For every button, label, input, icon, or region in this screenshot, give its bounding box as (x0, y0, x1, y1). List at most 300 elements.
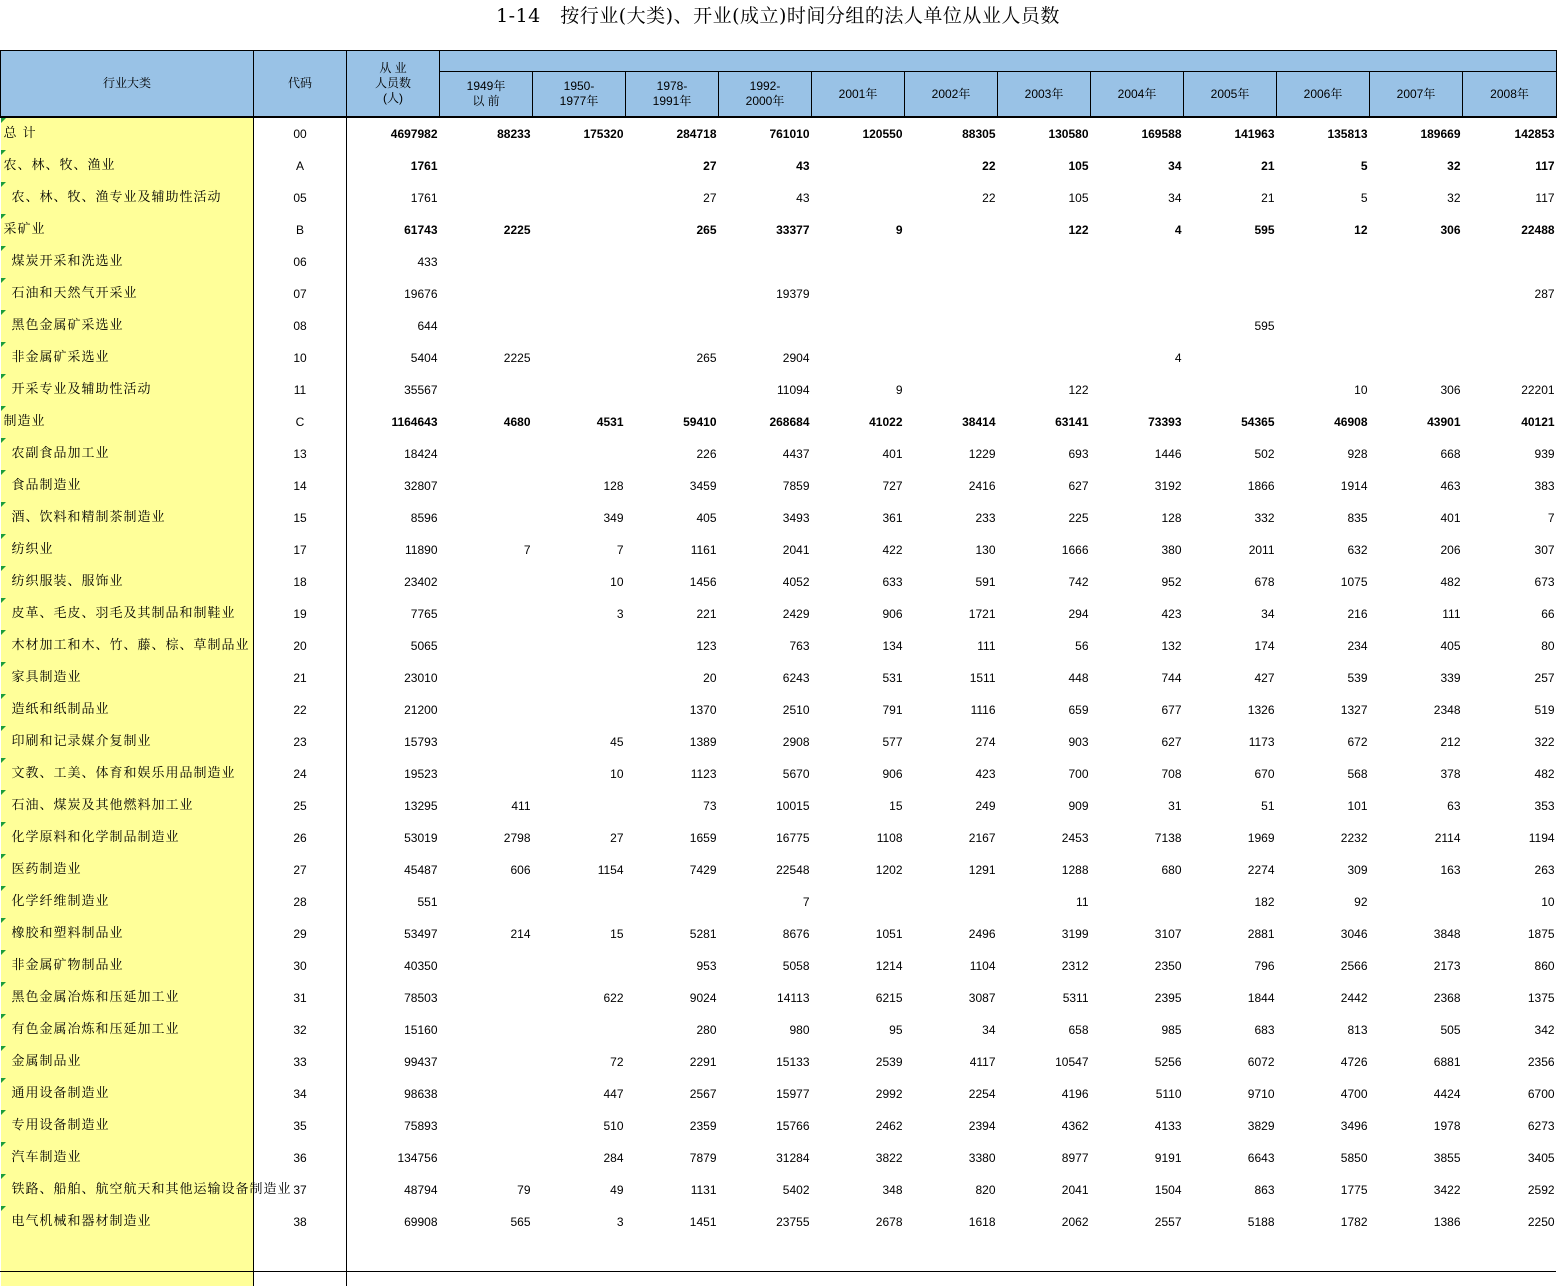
period-value-cell[interactable]: 791 (882, 703, 903, 717)
total-employees-cell[interactable]: 11890 (405, 543, 438, 557)
period-value-cell[interactable]: 2496 (968, 927, 996, 941)
period-value-cell[interactable]: 22548 (776, 863, 810, 877)
period-value-cell[interactable]: 411 (511, 799, 531, 813)
industry-code[interactable]: 37 (254, 1174, 347, 1206)
period-value-cell[interactable]: 678 (1254, 575, 1275, 589)
industry-name[interactable]: 食品制造业 (1, 470, 254, 502)
period-value-cell[interactable]: 3459 (689, 479, 717, 493)
period-value-cell[interactable]: 835 (1347, 511, 1368, 525)
period-value-cell[interactable]: 2250 (1527, 1215, 1555, 1229)
period-value-cell[interactable] (812, 246, 905, 278)
period-value-cell[interactable]: 20 (703, 671, 717, 685)
period-value-cell[interactable]: 214 (510, 927, 531, 941)
period-value-cell[interactable]: 263 (1534, 863, 1555, 877)
period-value-cell[interactable] (440, 1142, 533, 1174)
period-value-cell[interactable]: 257 (1534, 671, 1555, 685)
period-value-cell[interactable]: 1116 (970, 703, 996, 717)
period-value-cell[interactable] (440, 1078, 533, 1110)
period-value-cell[interactable]: 1721 (968, 607, 996, 621)
period-value-cell[interactable]: 1666 (1061, 543, 1089, 557)
total-employees-cell[interactable]: 21200 (404, 703, 438, 717)
industry-code[interactable]: 35 (254, 1110, 347, 1142)
period-value-cell[interactable]: 40121 (1521, 415, 1555, 429)
period-value-cell[interactable]: 212 (1440, 735, 1461, 749)
industry-name[interactable]: 金属制品业 (1, 1046, 254, 1078)
industry-code[interactable]: 20 (254, 630, 347, 662)
industry-name[interactable]: 石油和天然气开采业 (1, 278, 254, 310)
industry-name[interactable]: 黑色金属冶炼和压延加工业 (1, 982, 254, 1014)
industry-code[interactable]: 18 (254, 566, 347, 598)
total-employees-cell[interactable]: 13295 (404, 799, 438, 813)
period-value-cell[interactable]: 595 (1254, 319, 1275, 333)
period-value-cell[interactable]: 1451 (689, 1215, 717, 1229)
period-value-cell[interactable]: 2462 (875, 1119, 903, 1133)
period-value-cell[interactable] (905, 374, 998, 406)
industry-name[interactable]: 农、林、牧、渔专业及辅助性活动 (1, 182, 254, 214)
period-value-cell[interactable]: 5311 (1062, 991, 1089, 1005)
period-value-cell[interactable] (533, 246, 626, 278)
period-value-cell[interactable]: 903 (1068, 735, 1089, 749)
period-value-cell[interactable] (440, 150, 533, 182)
period-value-cell[interactable]: 92 (1354, 895, 1368, 909)
period-value-cell[interactable]: 482 (1534, 767, 1555, 781)
period-value-cell[interactable]: 15 (610, 927, 624, 941)
period-value-cell[interactable]: 9191 (1154, 1151, 1182, 1165)
period-value-cell[interactable]: 306 (1440, 223, 1461, 237)
period-value-cell[interactable] (719, 246, 812, 278)
period-value-cell[interactable]: 287 (1534, 287, 1555, 301)
period-value-cell[interactable] (440, 694, 533, 726)
period-value-cell[interactable]: 380 (1161, 543, 1182, 557)
period-value-cell[interactable]: 1075 (1340, 575, 1368, 589)
period-value-cell[interactable]: 9024 (689, 991, 717, 1005)
period-value-cell[interactable] (626, 278, 719, 310)
period-value-cell[interactable]: 2539 (875, 1055, 903, 1069)
period-value-cell[interactable]: 591 (975, 575, 996, 589)
period-value-cell[interactable] (905, 310, 998, 342)
period-value-cell[interactable]: 463 (1440, 479, 1461, 493)
period-value-cell[interactable]: 860 (1534, 959, 1555, 973)
period-value-cell[interactable]: 189669 (1420, 127, 1461, 141)
period-value-cell[interactable]: 322 (1534, 735, 1555, 749)
period-value-cell[interactable]: 2368 (1433, 991, 1461, 1005)
industry-name[interactable]: 木材加工和木、竹、藤、棕、草制品业 (1, 630, 254, 662)
period-value-cell[interactable]: 15 (889, 799, 903, 813)
period-value-cell[interactable]: 22 (982, 159, 996, 173)
period-value-cell[interactable]: 1775 (1340, 1183, 1368, 1197)
total-employees-cell[interactable]: 78503 (404, 991, 438, 1005)
period-value-cell[interactable]: 595 (1254, 223, 1275, 237)
period-value-cell[interactable]: 3405 (1527, 1151, 1555, 1165)
period-value-cell[interactable]: 1875 (1527, 927, 1555, 941)
period-value-cell[interactable]: 79 (517, 1183, 531, 1197)
period-value-cell[interactable] (533, 694, 626, 726)
total-employees-cell[interactable]: 45487 (404, 863, 438, 877)
period-value-cell[interactable]: 519 (1534, 703, 1555, 717)
period-value-cell[interactable]: 423 (975, 767, 996, 781)
period-value-cell[interactable]: 4437 (782, 447, 810, 461)
period-value-cell[interactable]: 796 (1254, 959, 1275, 973)
industry-code[interactable]: 36 (254, 1142, 347, 1174)
period-value-cell[interactable]: 531 (882, 671, 903, 685)
period-value-cell[interactable]: 708 (1161, 767, 1182, 781)
period-value-cell[interactable] (1370, 246, 1463, 278)
period-value-cell[interactable]: 49 (610, 1183, 624, 1197)
period-value-cell[interactable]: 727 (882, 479, 903, 493)
period-value-cell[interactable] (440, 182, 533, 214)
period-value-cell[interactable]: 5188 (1247, 1215, 1275, 1229)
period-value-cell[interactable] (533, 342, 626, 374)
period-value-cell[interactable]: 2429 (782, 607, 810, 621)
period-value-cell[interactable]: 5058 (782, 959, 810, 973)
period-value-cell[interactable]: 3046 (1340, 927, 1368, 941)
industry-code[interactable]: 29 (254, 918, 347, 950)
period-value-cell[interactable]: 539 (1347, 671, 1368, 685)
period-value-cell[interactable]: 134 (882, 639, 903, 653)
industry-name[interactable]: 农、林、牧、渔业 (1, 150, 254, 182)
period-value-cell[interactable] (1463, 246, 1557, 278)
industry-code[interactable]: 11 (254, 374, 347, 406)
industry-code[interactable]: 34 (254, 1078, 347, 1110)
period-value-cell[interactable] (440, 598, 533, 630)
period-value-cell[interactable] (905, 342, 998, 374)
period-value-cell[interactable]: 216 (1347, 607, 1368, 621)
period-value-cell[interactable]: 101 (1347, 799, 1368, 813)
period-value-cell[interactable]: 46908 (1334, 415, 1368, 429)
period-value-cell[interactable]: 2254 (968, 1087, 996, 1101)
period-value-cell[interactable]: 23755 (776, 1215, 810, 1229)
industry-code[interactable]: 26 (254, 822, 347, 854)
period-value-cell[interactable]: 32 (1447, 191, 1461, 205)
period-value-cell[interactable]: 80 (1541, 639, 1555, 653)
period-value-cell[interactable]: 2395 (1154, 991, 1182, 1005)
industry-code[interactable]: 28 (254, 886, 347, 918)
period-value-cell[interactable]: 2350 (1154, 959, 1182, 973)
period-value-cell[interactable] (1370, 886, 1463, 918)
total-employees-cell[interactable]: 40350 (404, 959, 438, 973)
period-value-cell[interactable]: 117 (1535, 159, 1555, 173)
period-value-cell[interactable]: 700 (1068, 767, 1089, 781)
period-value-cell[interactable]: 111 (977, 639, 996, 653)
period-value-cell[interactable] (1370, 310, 1463, 342)
period-value-cell[interactable]: 2798 (503, 831, 531, 845)
period-value-cell[interactable]: 4 (1174, 351, 1182, 365)
period-value-cell[interactable] (533, 182, 626, 214)
total-employees-cell[interactable]: 1164643 (391, 415, 438, 429)
period-value-cell[interactable] (440, 246, 533, 278)
period-value-cell[interactable]: 27 (610, 831, 624, 845)
period-value-cell[interactable] (1463, 310, 1557, 342)
industry-code[interactable]: 15 (254, 502, 347, 534)
period-value-cell[interactable]: 4700 (1340, 1087, 1368, 1101)
period-value-cell[interactable]: 10 (1354, 383, 1368, 397)
period-value-cell[interactable]: 4531 (596, 415, 624, 429)
period-value-cell[interactable]: 31 (1168, 799, 1182, 813)
period-value-cell[interactable] (812, 342, 905, 374)
period-value-cell[interactable]: 1389 (689, 735, 717, 749)
period-value-cell[interactable]: 274 (975, 735, 996, 749)
period-value-cell[interactable]: 4196 (1061, 1087, 1089, 1101)
industry-code[interactable]: 38 (254, 1206, 347, 1238)
period-value-cell[interactable]: 10 (610, 575, 624, 589)
period-value-cell[interactable]: 672 (1347, 735, 1368, 749)
total-employees-cell[interactable]: 19676 (404, 287, 438, 301)
period-value-cell[interactable]: 1154 (597, 863, 624, 877)
industry-code[interactable]: 33 (254, 1046, 347, 1078)
period-value-cell[interactable]: 3848 (1433, 927, 1461, 941)
industry-name[interactable]: 采矿业 (1, 214, 254, 246)
total-employees-cell[interactable]: 19523 (404, 767, 438, 781)
period-value-cell[interactable]: 5402 (782, 1183, 810, 1197)
period-value-cell[interactable] (440, 566, 533, 598)
period-value-cell[interactable]: 2011 (1248, 543, 1275, 557)
period-value-cell[interactable] (626, 310, 719, 342)
period-value-cell[interactable]: 6700 (1527, 1087, 1555, 1101)
period-value-cell[interactable] (1184, 246, 1277, 278)
period-value-cell[interactable]: 31284 (776, 1151, 810, 1165)
period-value-cell[interactable]: 1194 (1528, 831, 1555, 845)
period-value-cell[interactable]: 233 (975, 511, 996, 525)
period-value-cell[interactable]: 3199 (1061, 927, 1089, 941)
industry-code[interactable]: 17 (254, 534, 347, 566)
period-value-cell[interactable]: 680 (1161, 863, 1182, 877)
period-value-cell[interactable]: 1914 (1340, 479, 1368, 493)
period-value-cell[interactable]: 568 (1347, 767, 1368, 781)
period-value-cell[interactable]: 405 (1440, 639, 1461, 653)
industry-name[interactable]: 医药制造业 (1, 854, 254, 886)
period-value-cell[interactable]: 953 (696, 959, 717, 973)
period-value-cell[interactable] (533, 950, 626, 982)
period-value-cell[interactable]: 174 (1254, 639, 1275, 653)
period-value-cell[interactable]: 11094 (777, 383, 810, 397)
period-value-cell[interactable]: 2041 (1061, 1183, 1089, 1197)
period-value-cell[interactable]: 401 (882, 447, 903, 461)
industry-name[interactable]: 开采专业及辅助性活动 (1, 374, 254, 406)
period-value-cell[interactable]: 6643 (1247, 1151, 1275, 1165)
industry-name[interactable]: 电气机械和器材制造业 (1, 1206, 254, 1238)
period-value-cell[interactable]: 132 (1161, 639, 1182, 653)
industry-name[interactable]: 化学纤维制造业 (1, 886, 254, 918)
period-value-cell[interactable] (440, 726, 533, 758)
period-value-cell[interactable]: 2881 (1247, 927, 1275, 941)
period-value-cell[interactable] (1091, 310, 1184, 342)
period-value-cell[interactable] (1184, 342, 1277, 374)
period-value-cell[interactable]: 2167 (968, 831, 996, 845)
period-value-cell[interactable]: 4117 (969, 1055, 996, 1069)
industry-code[interactable]: 22 (254, 694, 347, 726)
period-value-cell[interactable] (1091, 278, 1184, 310)
period-value-cell[interactable]: 2225 (503, 351, 531, 365)
period-value-cell[interactable]: 813 (1347, 1023, 1368, 1037)
industry-name[interactable]: 有色金属冶炼和压延加工业 (1, 1014, 254, 1046)
period-value-cell[interactable]: 63 (1447, 799, 1461, 813)
period-value-cell[interactable]: 34 (1261, 607, 1275, 621)
period-value-cell[interactable]: 2291 (689, 1055, 717, 1069)
period-value-cell[interactable]: 122 (1068, 223, 1089, 237)
period-value-cell[interactable]: 10 (610, 767, 624, 781)
period-value-cell[interactable]: 2225 (503, 223, 531, 237)
period-value-cell[interactable] (1184, 278, 1277, 310)
period-value-cell[interactable] (440, 502, 533, 534)
period-value-cell[interactable]: 309 (1347, 863, 1368, 877)
period-value-cell[interactable] (440, 1046, 533, 1078)
period-value-cell[interactable] (812, 310, 905, 342)
total-employees-cell[interactable]: 1761 (410, 191, 438, 205)
period-value-cell[interactable]: 27 (703, 159, 717, 173)
period-value-cell[interactable]: 95 (889, 1023, 903, 1037)
period-value-cell[interactable]: 4362 (1061, 1119, 1089, 1133)
period-value-cell[interactable]: 88305 (962, 127, 996, 141)
period-value-cell[interactable]: 105 (1068, 191, 1089, 205)
period-value-cell[interactable]: 670 (1254, 767, 1275, 781)
period-value-cell[interactable]: 383 (1534, 479, 1555, 493)
period-value-cell[interactable]: 3855 (1433, 1151, 1461, 1165)
industry-code[interactable]: 32 (254, 1014, 347, 1046)
period-value-cell[interactable]: 3829 (1247, 1119, 1275, 1133)
period-value-cell[interactable] (812, 886, 905, 918)
period-value-cell[interactable]: 56 (1075, 639, 1089, 653)
period-value-cell[interactable] (905, 278, 998, 310)
period-value-cell[interactable]: 3380 (968, 1151, 996, 1165)
total-employees-cell[interactable]: 1761 (410, 159, 438, 173)
total-employees-cell[interactable]: 32807 (404, 479, 438, 493)
period-value-cell[interactable]: 2442 (1340, 991, 1368, 1005)
period-value-cell[interactable]: 677 (1161, 703, 1182, 717)
period-value-cell[interactable]: 1866 (1247, 479, 1275, 493)
industry-code[interactable]: 05 (254, 182, 347, 214)
industry-name[interactable]: 通用设备制造业 (1, 1078, 254, 1110)
period-value-cell[interactable]: 1108 (876, 831, 903, 845)
period-value-cell[interactable] (1091, 374, 1184, 406)
period-value-cell[interactable]: 3422 (1433, 1183, 1461, 1197)
period-value-cell[interactable]: 2232 (1340, 831, 1368, 845)
total-employees-cell[interactable]: 551 (417, 895, 438, 909)
period-value-cell[interactable] (533, 214, 626, 246)
period-value-cell[interactable]: 22488 (1521, 223, 1555, 237)
industry-name[interactable]: 非金属矿采选业 (1, 342, 254, 374)
period-value-cell[interactable]: 349 (603, 511, 624, 525)
period-value-cell[interactable] (998, 342, 1091, 374)
period-value-cell[interactable]: 2592 (1527, 1183, 1555, 1197)
period-value-cell[interactable]: 761010 (769, 127, 810, 141)
period-value-cell[interactable]: 122 (1068, 383, 1089, 397)
period-value-cell[interactable]: 130 (975, 543, 996, 557)
industry-code[interactable]: 14 (254, 470, 347, 502)
period-value-cell[interactable]: 8676 (782, 927, 810, 941)
period-value-cell[interactable]: 27 (703, 191, 717, 205)
period-value-cell[interactable]: 284718 (676, 127, 717, 141)
total-employees-cell[interactable]: 4697982 (390, 127, 438, 141)
period-value-cell[interactable]: 7 (802, 895, 810, 909)
industry-name[interactable]: 化学原料和化学制品制造业 (1, 822, 254, 854)
period-value-cell[interactable]: 2453 (1061, 831, 1089, 845)
period-value-cell[interactable] (533, 1014, 626, 1046)
period-value-cell[interactable]: 2678 (875, 1215, 903, 1229)
total-employees-cell[interactable]: 8596 (410, 511, 438, 525)
period-value-cell[interactable]: 73393 (1148, 415, 1182, 429)
period-value-cell[interactable]: 2348 (1433, 703, 1461, 717)
period-value-cell[interactable]: 38414 (962, 415, 996, 429)
period-value-cell[interactable]: 502 (1254, 447, 1275, 461)
period-value-cell[interactable]: 1659 (689, 831, 717, 845)
period-value-cell[interactable]: 141963 (1234, 127, 1275, 141)
total-employees-cell[interactable]: 99437 (404, 1055, 438, 1069)
total-employees-cell[interactable]: 23010 (404, 671, 438, 685)
period-value-cell[interactable]: 2359 (689, 1119, 717, 1133)
period-value-cell[interactable]: 2356 (1527, 1055, 1555, 1069)
industry-code[interactable]: 21 (254, 662, 347, 694)
period-value-cell[interactable]: 3496 (1340, 1119, 1368, 1133)
period-value-cell[interactable]: 7138 (1154, 831, 1182, 845)
period-value-cell[interactable]: 5256 (1154, 1055, 1182, 1069)
period-value-cell[interactable]: 1370 (689, 703, 717, 717)
period-value-cell[interactable]: 15133 (776, 1055, 810, 1069)
period-value-cell[interactable]: 73 (703, 799, 717, 813)
period-value-cell[interactable]: 952 (1161, 575, 1182, 589)
period-value-cell[interactable]: 906 (882, 607, 903, 621)
period-value-cell[interactable]: 1969 (1247, 831, 1275, 845)
period-value-cell[interactable] (440, 758, 533, 790)
industry-code[interactable]: 07 (254, 278, 347, 310)
period-value-cell[interactable]: 627 (1161, 735, 1182, 749)
period-value-cell[interactable] (440, 630, 533, 662)
period-value-cell[interactable]: 66 (1541, 607, 1555, 621)
period-value-cell[interactable] (440, 438, 533, 470)
total-employees-cell[interactable]: 433 (417, 255, 438, 269)
period-value-cell[interactable] (440, 662, 533, 694)
industry-name[interactable]: 石油、煤炭及其他燃料加工业 (1, 790, 254, 822)
period-value-cell[interactable]: 1288 (1061, 863, 1089, 877)
period-value-cell[interactable] (533, 662, 626, 694)
period-value-cell[interactable]: 909 (1068, 799, 1089, 813)
industry-name[interactable]: 煤炭开采和洗选业 (1, 246, 254, 278)
period-value-cell[interactable]: 1291 (968, 863, 996, 877)
period-value-cell[interactable]: 6273 (1527, 1119, 1555, 1133)
period-value-cell[interactable]: 633 (882, 575, 903, 589)
period-value-cell[interactable]: 142853 (1514, 127, 1555, 141)
period-value-cell[interactable]: 128 (1161, 511, 1182, 525)
industry-code[interactable]: 00 (254, 117, 347, 150)
period-value-cell[interactable] (905, 246, 998, 278)
period-value-cell[interactable]: 226 (696, 447, 717, 461)
period-value-cell[interactable] (533, 374, 626, 406)
period-value-cell[interactable]: 3 (616, 1215, 624, 1229)
period-value-cell[interactable]: 7429 (689, 863, 717, 877)
period-value-cell[interactable]: 4680 (503, 415, 531, 429)
period-value-cell[interactable]: 2557 (1154, 1215, 1182, 1229)
total-employees-cell[interactable]: 15160 (404, 1023, 438, 1037)
period-value-cell[interactable]: 284 (603, 1151, 624, 1165)
industry-code[interactable]: 27 (254, 854, 347, 886)
period-value-cell[interactable]: 3822 (875, 1151, 903, 1165)
period-value-cell[interactable]: 234 (1347, 639, 1368, 653)
period-value-cell[interactable]: 22201 (1521, 383, 1555, 397)
period-value-cell[interactable]: 1229 (968, 447, 996, 461)
period-value-cell[interactable] (998, 278, 1091, 310)
period-value-cell[interactable]: 427 (1254, 671, 1275, 685)
period-value-cell[interactable]: 744 (1161, 671, 1182, 685)
period-value-cell[interactable]: 2510 (782, 703, 810, 717)
period-value-cell[interactable]: 2904 (782, 351, 810, 365)
period-value-cell[interactable]: 1386 (1433, 1215, 1461, 1229)
period-value-cell[interactable]: 1446 (1154, 447, 1182, 461)
industry-code[interactable]: 10 (254, 342, 347, 374)
period-value-cell[interactable]: 447 (603, 1087, 624, 1101)
total-employees-cell[interactable]: 18424 (404, 447, 438, 461)
industry-code[interactable]: 30 (254, 950, 347, 982)
period-value-cell[interactable]: 448 (1068, 671, 1089, 685)
period-value-cell[interactable] (533, 790, 626, 822)
